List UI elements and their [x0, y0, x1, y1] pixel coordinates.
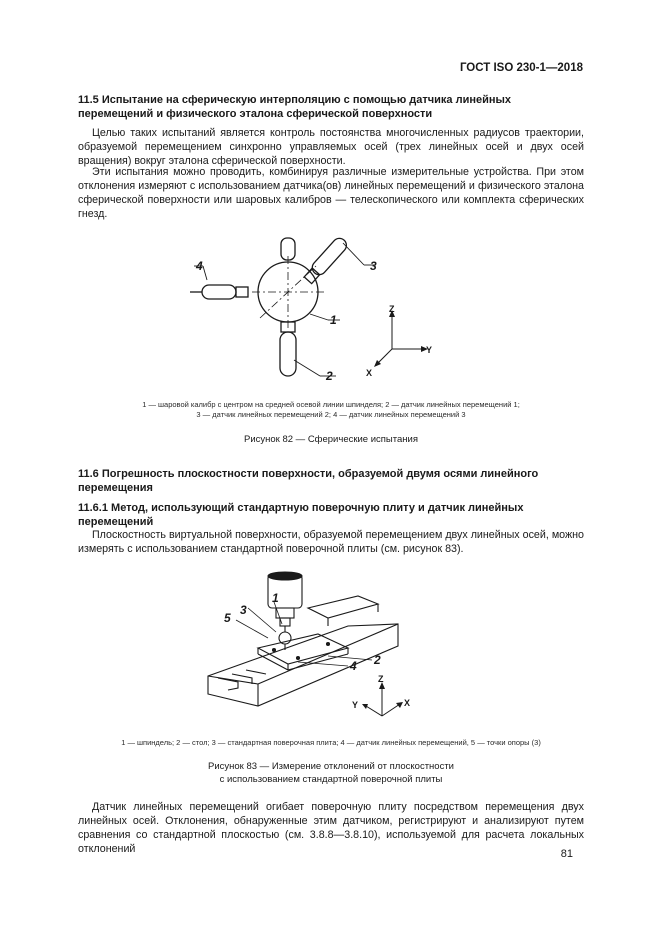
figure-82-legend-line-1: 1 — шаровой калибр с центром на средней осевой линии шпинделя; 2 — датчик линейных перемещений 1;: [142, 400, 520, 409]
fig83-axis-y: Y: [352, 700, 359, 710]
paragraph-11-5-method: Эти испытания можно проводить, комбинируя различные измерительные устройства. При этом отклонения измеряют с использованием датчика(ов) линейных перемещений и физического эталона сферической поверхности или шаровых калибров — телескопического или комплекта сферических гнезд.: [78, 166, 584, 220]
figure-82-diagram: [180, 218, 480, 393]
figure-83-title-line-1: Рисунок 83 — Измерение отклонений от плоскостности: [208, 761, 454, 772]
page-number: 81: [560, 848, 573, 860]
paragraph-11-6-1: Плоскостность виртуальной поверхности, образуемой перемещением двух линейных осей, можно измерять с использованием стандартной поверочной плиты (см. рисунок 83).: [78, 529, 584, 555]
fig82-axis-z: Z: [389, 304, 395, 314]
section-heading-11-5: 11.5 Испытание на сферическую интерполяцию с помощью датчика линейных перемещений и физического эталона сферической поверхности: [78, 94, 512, 120]
figure-83-diagram: [198, 566, 438, 726]
probe-bottom: [280, 332, 296, 376]
fig83-label-3: 3: [240, 603, 247, 617]
fig82-label-3: 3: [370, 259, 377, 273]
probe-left: [202, 285, 236, 299]
paragraph-11-5-purpose: Целью таких испытаний является контроль постоянства многочисленных радиусов траектории, образуемой перемещением синхронно управляемых осей (трех линейных осей и двух осей вращения) вокруг эталона сферической поверхности.: [78, 127, 584, 167]
fig83-label-4: 4: [350, 659, 357, 673]
fig82-axis-x: X: [366, 368, 373, 378]
fig83-label-1: 1: [272, 591, 279, 605]
fig82-axis-y: Y: [426, 345, 433, 355]
fig83-axis-z: Z: [378, 674, 384, 684]
fig83-label-2: 2: [374, 653, 381, 667]
surface-plate: [258, 634, 348, 664]
fig83-label-5: 5: [224, 611, 231, 625]
figure-83-title-line-2: с использованием стандартной поверочной плиты: [219, 774, 443, 785]
fig82-label-4: 4: [196, 259, 203, 273]
fig83-axis-x: X: [404, 698, 411, 708]
fig82-label-2: 2: [326, 369, 333, 383]
document-header: ГОСТ ISO 230-1—2018: [459, 62, 583, 74]
figure-82-legend-line-2: 3 — датчик линейных перемещений 2; 4 — датчик линейных перемещений 3: [196, 410, 466, 419]
figure-82-title: Рисунок 82 — Сферические испытания: [244, 434, 418, 445]
section-heading-11-6-1: 11.6.1 Метод, использующий стандартную поверочную плиту и датчик линейных перемещений: [78, 502, 524, 528]
section-heading-11-6: 11.6 Погрешность плоскостности поверхности, образуемой двумя осями линейного перемещения: [78, 468, 539, 494]
figure-83-legend: 1 — шпиндель; 2 — стол; 3 — стандартная поверочная плита; 4 — датчик линейных перемещений, 5 — точки опоры (3): [121, 738, 541, 747]
paragraph-closing: Датчик линейных перемещений огибает поверочную плиту посредством перемещения двух линейных осей. Отклонения, обнаруженные этим датчиком, регистрируют и анализируют путем сравнения со стандартной плоскостью (см. 3.8.8—3.8.10), используемой для расчета локальных отклонений: [78, 801, 584, 855]
fig82-label-1: 1: [330, 313, 337, 327]
